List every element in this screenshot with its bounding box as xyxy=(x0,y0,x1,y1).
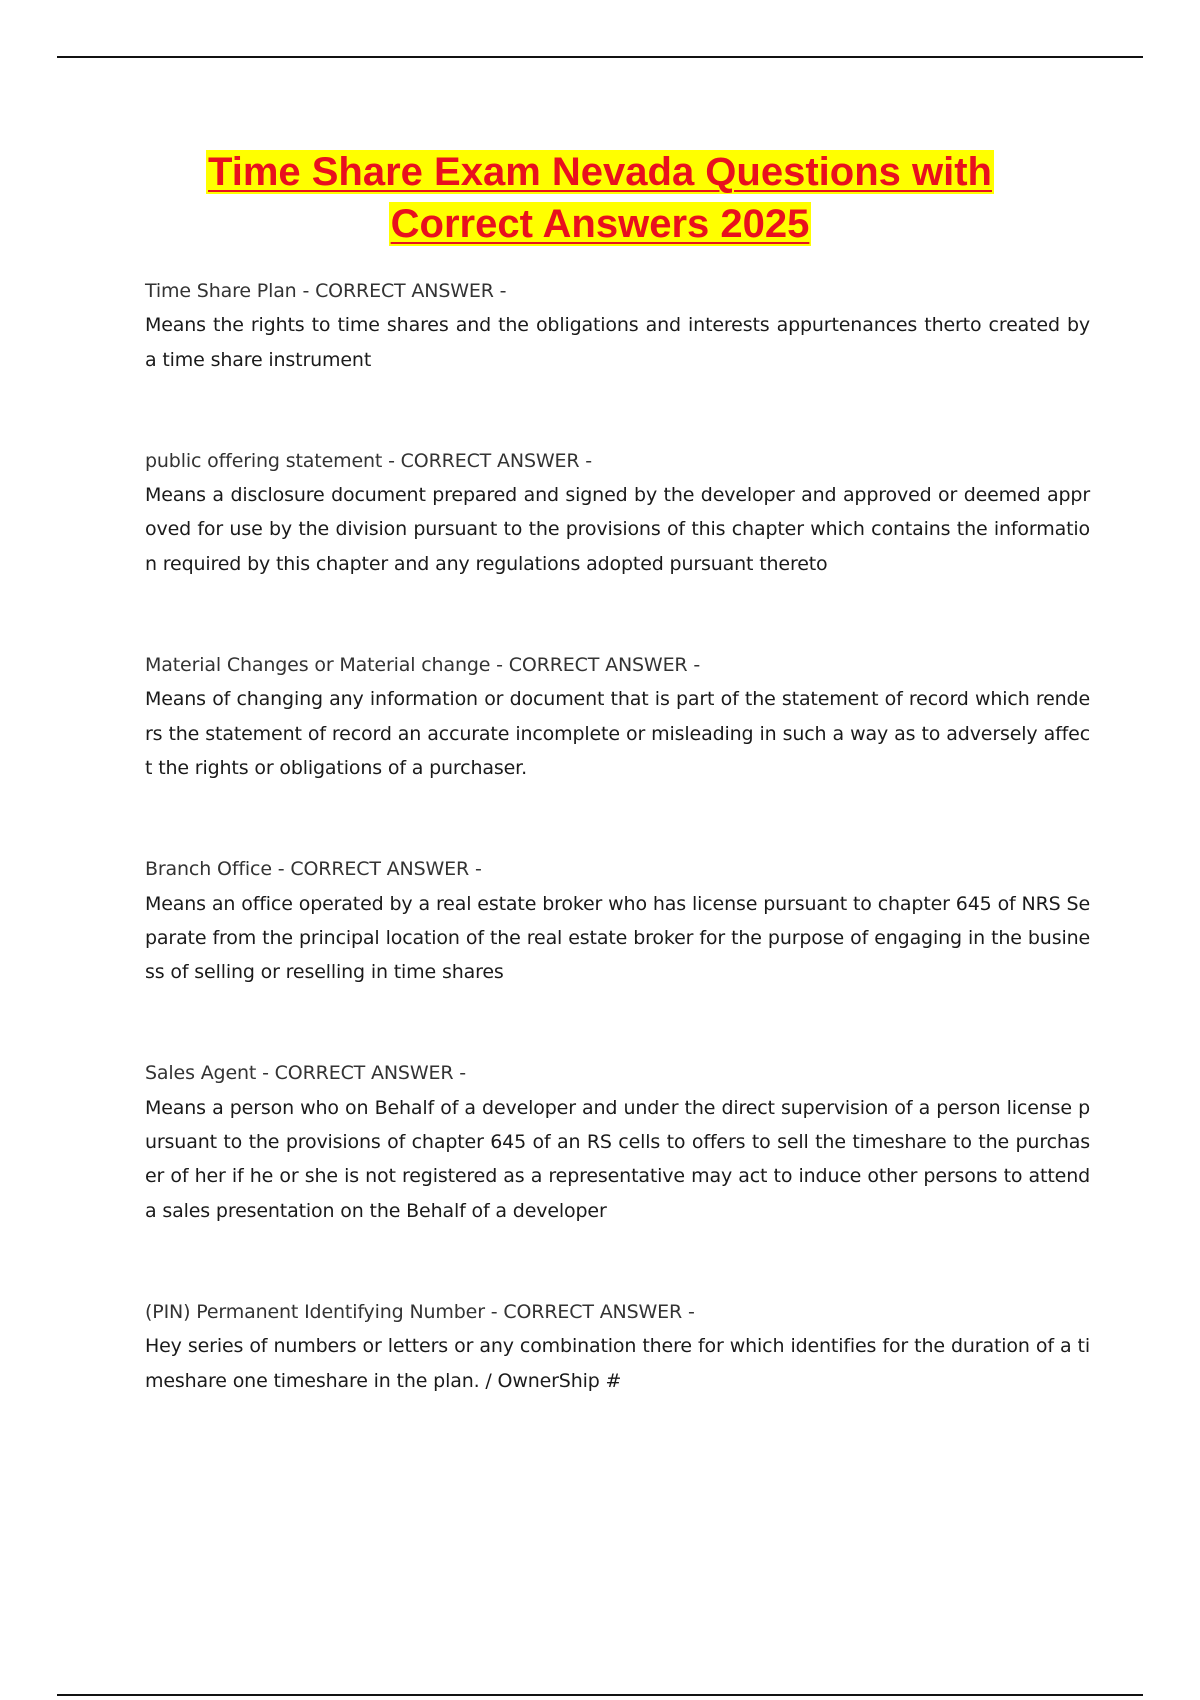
question-term: public offering statement - CORRECT ANSWER - xyxy=(145,449,592,472)
bottom-rule xyxy=(57,1694,1143,1696)
title-line-2: Correct Answers 2025 xyxy=(390,202,810,246)
qa-item-material-changes xyxy=(145,648,1090,785)
qa-item-time-share-plan xyxy=(145,274,1090,377)
answer-text: Means an office operated by a real estate broker who has license pursuant to chapter 645 of NRS Separate from the principal location of the real estate broker for the purpose of engaging in the business of selling or reselling in time shares xyxy=(145,892,1090,984)
top-rule xyxy=(57,56,1143,58)
question-term: (PIN) Permanent Identifying Number - CORRECT ANSWER - xyxy=(145,1300,695,1323)
qa-item-public-offering-statement xyxy=(145,444,1090,581)
question-term: Material Changes or Material change - CORRECT ANSWER - xyxy=(145,654,701,677)
answer-text: Means the rights to time shares and the obligations and interests appurtenances therto created by a time share instrument xyxy=(145,314,1090,371)
title-line-1: Time Share Exam Nevada Questions with xyxy=(208,150,992,194)
qa-item-sales-agent xyxy=(145,1056,1090,1227)
document-title xyxy=(0,146,1200,250)
answer-text: Means a disclosure document prepared and signed by the developer and approved or deemed approved for use by the division pursuant to the provisions of this chapter which contains the information required by this chapter and any regulations adopted pursuant thereto xyxy=(145,484,1090,575)
answer-text: Means of changing any information or document that is part of the statement of record which renders the statement of record an accurate incomplete or misleading in such a way as to adversely affect the rights or obligations of a purchaser. xyxy=(145,688,1090,779)
question-term: Branch Office - CORRECT ANSWER - xyxy=(145,858,482,881)
qa-list xyxy=(145,274,1090,1465)
question-term: Time Share Plan - CORRECT ANSWER - xyxy=(145,280,507,302)
qa-item-branch-office xyxy=(145,852,1090,989)
question-term: Sales Agent - CORRECT ANSWER - xyxy=(145,1062,466,1085)
qa-item-pin xyxy=(145,1295,1090,1398)
answer-text: Hey series of numbers or letters or any combination there for which identifies for the duration of a timeshare one timeshare in the plan. / OwnerShip # xyxy=(145,1335,1090,1392)
answer-text: Means a person who on Behalf of a developer and under the direct supervision of a person license pursuant to the provisions of chapter 645 of an RS cells to offers to sell the timeshare to the purchaser of her if he or she is not registered as a representative may act to induce other persons to attend a sales presentation on the Behalf of a developer xyxy=(145,1096,1090,1222)
